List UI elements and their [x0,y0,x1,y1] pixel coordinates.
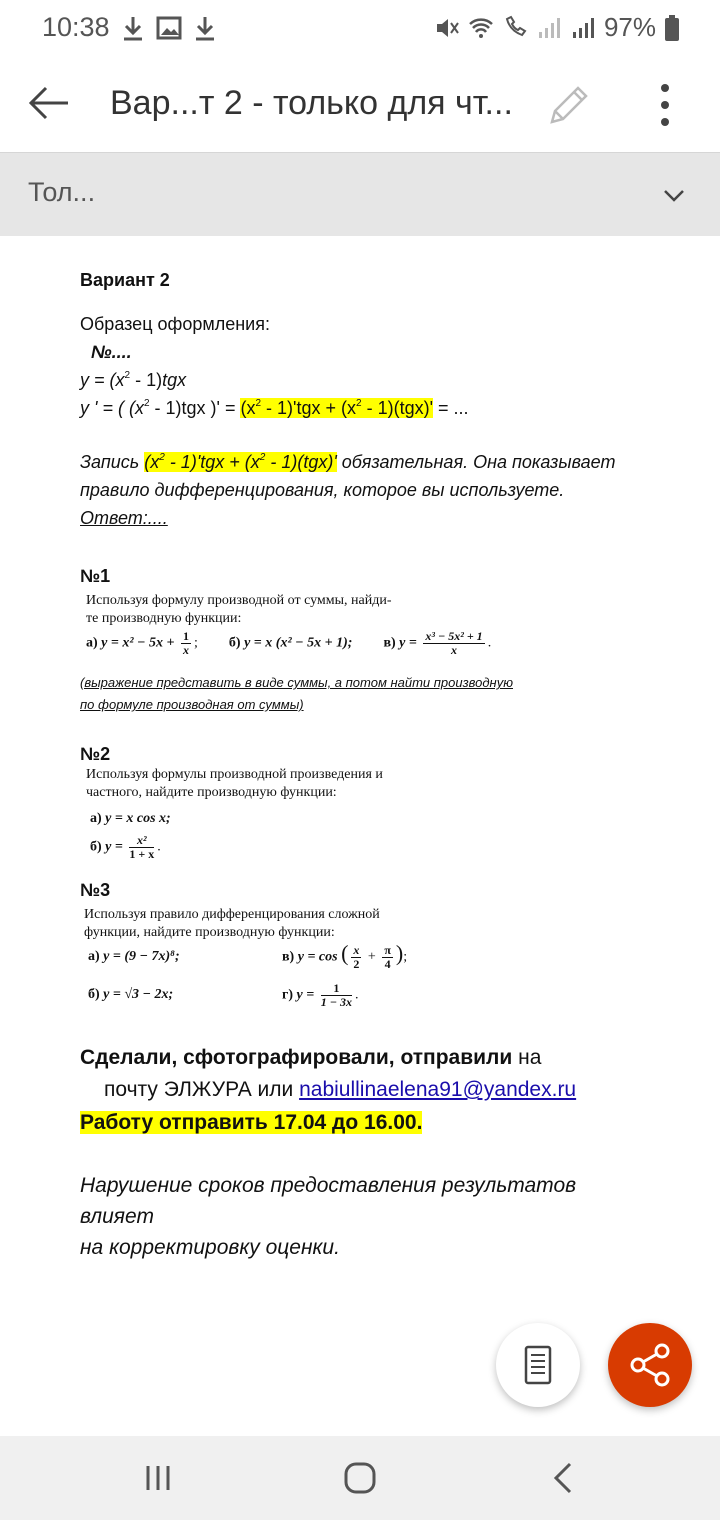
battery-percent: 97% [603,12,656,42]
more-options-icon[interactable] [650,80,680,130]
task1-hint: (выражение представить в виде суммы, а потом найти производную по формуле производная от суммы) [80,675,513,712]
task2-item-b: б) y = $\frac{\text{x²}}{1 + x}$ . [90,833,161,861]
task3-item-v: в) y = cos ( $\frac{x}{2}$ + $\frac{\pi}{4}$ ); [282,940,408,971]
home-icon[interactable] [340,1458,380,1498]
doc-heading: Вариант 2 [80,270,170,290]
email-link[interactable]: nabiullinaelena91@yandex.ru [299,1078,577,1101]
nav-back-icon[interactable] [544,1458,584,1498]
document-title: Вар...т 2 - только для чт... [110,84,513,122]
battery-icon [664,14,680,42]
back-arrow-icon[interactable] [24,78,74,128]
task2-prompt: Используя формулы производной произведения и частного, найдите производную функции: [86,767,383,800]
mute-icon [434,14,460,42]
send-instructions: Сделали, сфотографировали, отправили на [80,1046,542,1069]
warning-paragraph: Нарушение сроков предоставления результатов влияет на корректировку оценки. [80,1174,577,1259]
status-time: 10:38 [42,12,110,42]
send-line-2: почту ЭЛЖУРА или nabiullinaelena91@yandex.ru [104,1078,577,1101]
sample-number: №.... [91,342,132,362]
system-nav-bar [0,1436,720,1520]
share-button[interactable] [608,1323,692,1407]
task3-number: №3 [80,880,111,900]
share-icon [608,1323,692,1407]
recent-apps-icon[interactable] [138,1458,178,1498]
reading-view-button[interactable] [496,1323,580,1407]
edit-pencil-icon[interactable] [546,80,590,128]
image-icon [156,14,182,42]
document-view-icon [496,1323,580,1407]
task1-items: а) y = x² − 5x + $\frac{1}{x}$ ; б) y = x (x² − 5x + 1); в) y = $\frac{\text{x³ − 5x² + 1}}{x}$ . [86,629,492,657]
app-bar [0,56,720,152]
wifi-icon [468,14,494,42]
chevron-down-icon[interactable] [660,181,688,209]
status-system-icons [434,12,680,43]
signal-icon [536,14,562,42]
derivative-line: y ' = ( $(x^2 - 1)tgx$ )' = $(x^2 - 1)'tgx + (x^2 - 1)(tgx)'$ = ... [80,398,469,418]
ribbon-label: Тол... [28,177,96,207]
signal-icon [570,14,596,42]
task3-item-b: б) y = √3 − 2x; [88,987,174,1002]
ribbon-bar[interactable] [0,152,720,236]
answer-label: Ответ:.... [80,508,168,528]
download-icon [192,14,218,42]
task3-prompt: Используя правило дифференцирования сложной функции, найдите производную функции: [84,907,380,940]
deadline: Работу отправить 17.04 до 16.00. [80,1111,423,1134]
download-icon [120,14,146,42]
note-paragraph: Запись $(x^2 - 1)'tgx + (x^2 - 1)(tgx)'$ обязательная. Она показывает правило дифференцирования, которое вы используете. [80,452,616,500]
status-bar [0,0,720,56]
task3-item-g: г) y = $\frac{1}{1 - 3x}$ . [282,981,359,1009]
task2-item-a: а) y = x cos x; [90,811,171,826]
formula-line: $y = (x^2 - 1)tgx$ [80,370,187,390]
status-notification-icons [120,14,218,42]
sample-label: Образец оформления: [80,314,270,334]
task1-number: №1 [80,566,111,586]
task3-item-a: а) y = (9 − 7x)⁸; [88,949,180,964]
wifi-call-icon [502,14,528,42]
task1-prompt: Используя формулу производной от суммы, найди- те производную функции: [86,593,392,626]
task2-number: №2 [80,744,111,764]
